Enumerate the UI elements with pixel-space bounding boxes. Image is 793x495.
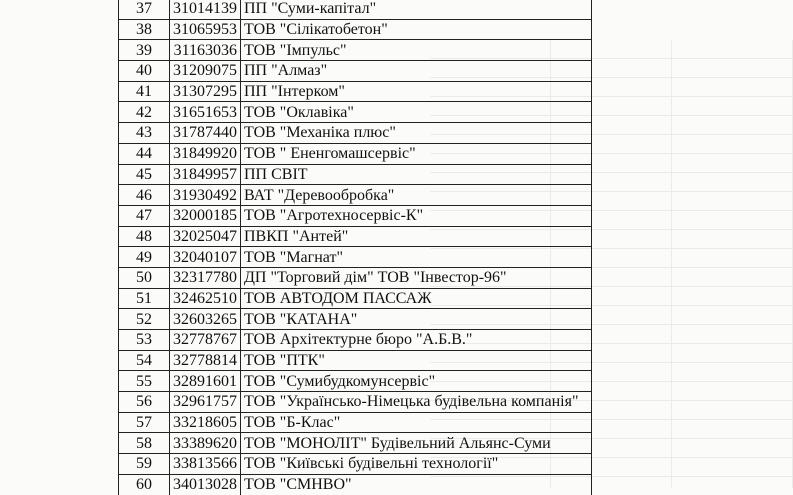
- registry-code: 33389620: [170, 433, 241, 454]
- table-row: [119, 61, 592, 82]
- table-row: [119, 164, 592, 185]
- registry-code: 31651653: [170, 102, 241, 123]
- registry-code: 31307295: [170, 81, 241, 102]
- table-row: [119, 40, 592, 61]
- company-name: ПВКП "Антей": [241, 226, 592, 247]
- registry-code: 31930492: [170, 185, 241, 206]
- row-number: 45: [119, 164, 170, 185]
- company-name: ТОВ "Б-Клас": [241, 412, 592, 433]
- registry-code: 31849920: [170, 143, 241, 164]
- registry-code: 32961757: [170, 392, 241, 413]
- company-name: ТОВ "Магнат": [241, 247, 592, 268]
- registry-code: 32778767: [170, 330, 241, 351]
- row-number: 39: [119, 40, 170, 61]
- company-name: ТОВ "КАТАНА": [241, 309, 592, 330]
- table-row: [119, 474, 592, 494]
- company-name: ТОВ "СМНВО": [241, 474, 592, 494]
- table-row: [119, 288, 592, 309]
- registry-table: [118, 0, 592, 495]
- table-row: [119, 330, 592, 351]
- registry-code: 32891601: [170, 371, 241, 392]
- row-number: 55: [119, 371, 170, 392]
- row-number: 40: [119, 61, 170, 82]
- registry-code: 32603265: [170, 309, 241, 330]
- row-number: 59: [119, 454, 170, 475]
- row-number: 57: [119, 412, 170, 433]
- row-number: 42: [119, 102, 170, 123]
- company-name: ТОВ "Українсько-Німецька будівельна компанія": [241, 392, 592, 413]
- registry-code: 32000185: [170, 205, 241, 226]
- company-name: ТОВ "Київські будівельні технології": [241, 454, 592, 475]
- registry-code: 32040107: [170, 247, 241, 268]
- row-number: 44: [119, 143, 170, 164]
- table-row: [119, 102, 592, 123]
- registry-code: 34013028: [170, 474, 241, 494]
- company-name: ДП "Торговий дім" ТОВ "Інвестор-96": [241, 267, 592, 288]
- table-row: [119, 185, 592, 206]
- company-name: ТОВ "МОНОЛІТ" Будівельний Альянс-Суми: [241, 433, 592, 454]
- row-number: 41: [119, 81, 170, 102]
- company-name: ТОВ "Імпульс": [241, 40, 592, 61]
- row-number: 54: [119, 350, 170, 371]
- row-number: 49: [119, 247, 170, 268]
- table-row: [119, 0, 592, 19]
- registry-code: 31014139: [170, 0, 241, 19]
- registry-code: 33813566: [170, 454, 241, 475]
- row-number: 38: [119, 19, 170, 40]
- table-row: [119, 412, 592, 433]
- table-row: [119, 371, 592, 392]
- table-row: [119, 350, 592, 371]
- company-name: ПП "Алмаз": [241, 61, 592, 82]
- registry-code: 31065953: [170, 19, 241, 40]
- registry-code: 32317780: [170, 267, 241, 288]
- company-name: ТОВ АВТОДОМ ПАССАЖ: [241, 288, 592, 309]
- table-row: [119, 143, 592, 164]
- company-name: ПП "Суми-капітал": [241, 0, 592, 19]
- company-name: ТОВ " Ененгомашсервіс": [241, 143, 592, 164]
- row-number: 48: [119, 226, 170, 247]
- row-number: 50: [119, 267, 170, 288]
- row-number: 37: [119, 0, 170, 19]
- row-number: 46: [119, 185, 170, 206]
- company-name: ПП "Інтерком": [241, 81, 592, 102]
- table-row: [119, 81, 592, 102]
- registry-table-body: [119, 0, 592, 495]
- table-row: [119, 267, 592, 288]
- registry-code: 32462510: [170, 288, 241, 309]
- registry-code: 31849957: [170, 164, 241, 185]
- table-row: [119, 123, 592, 144]
- registry-code: 32025047: [170, 226, 241, 247]
- company-name: ПП СВІТ: [241, 164, 592, 185]
- company-name: ТОВ "Оклавіка": [241, 102, 592, 123]
- table-row: [119, 226, 592, 247]
- row-number: 60: [119, 474, 170, 494]
- row-number: 53: [119, 330, 170, 351]
- company-name: ТОВ "Агротехносервіс-К": [241, 205, 592, 226]
- company-name: ТОВ Архітектурне бюро "А.Б.В.": [241, 330, 592, 351]
- table-row: [119, 392, 592, 413]
- company-name: ВАТ "Деревообробка": [241, 185, 592, 206]
- table-row: [119, 19, 592, 40]
- registry-code: 32778814: [170, 350, 241, 371]
- table-row: [119, 205, 592, 226]
- row-number: 56: [119, 392, 170, 413]
- registry-code: 33218605: [170, 412, 241, 433]
- company-name: ТОВ "Сілікатобетон": [241, 19, 592, 40]
- table-row: [119, 309, 592, 330]
- registry-code: 31163036: [170, 40, 241, 61]
- table-row: [119, 433, 592, 454]
- row-number: 58: [119, 433, 170, 454]
- company-name: ТОВ "ПТК": [241, 350, 592, 371]
- registry-code: 31787440: [170, 123, 241, 144]
- row-number: 43: [119, 123, 170, 144]
- row-number: 52: [119, 309, 170, 330]
- company-name: ТОВ "Механіка плюс": [241, 123, 592, 144]
- table-row: [119, 247, 592, 268]
- row-number: 47: [119, 205, 170, 226]
- table-row: [119, 454, 592, 475]
- registry-code: 31209075: [170, 61, 241, 82]
- company-name: ТОВ "Сумибудкомунсервіс": [241, 371, 592, 392]
- row-number: 51: [119, 288, 170, 309]
